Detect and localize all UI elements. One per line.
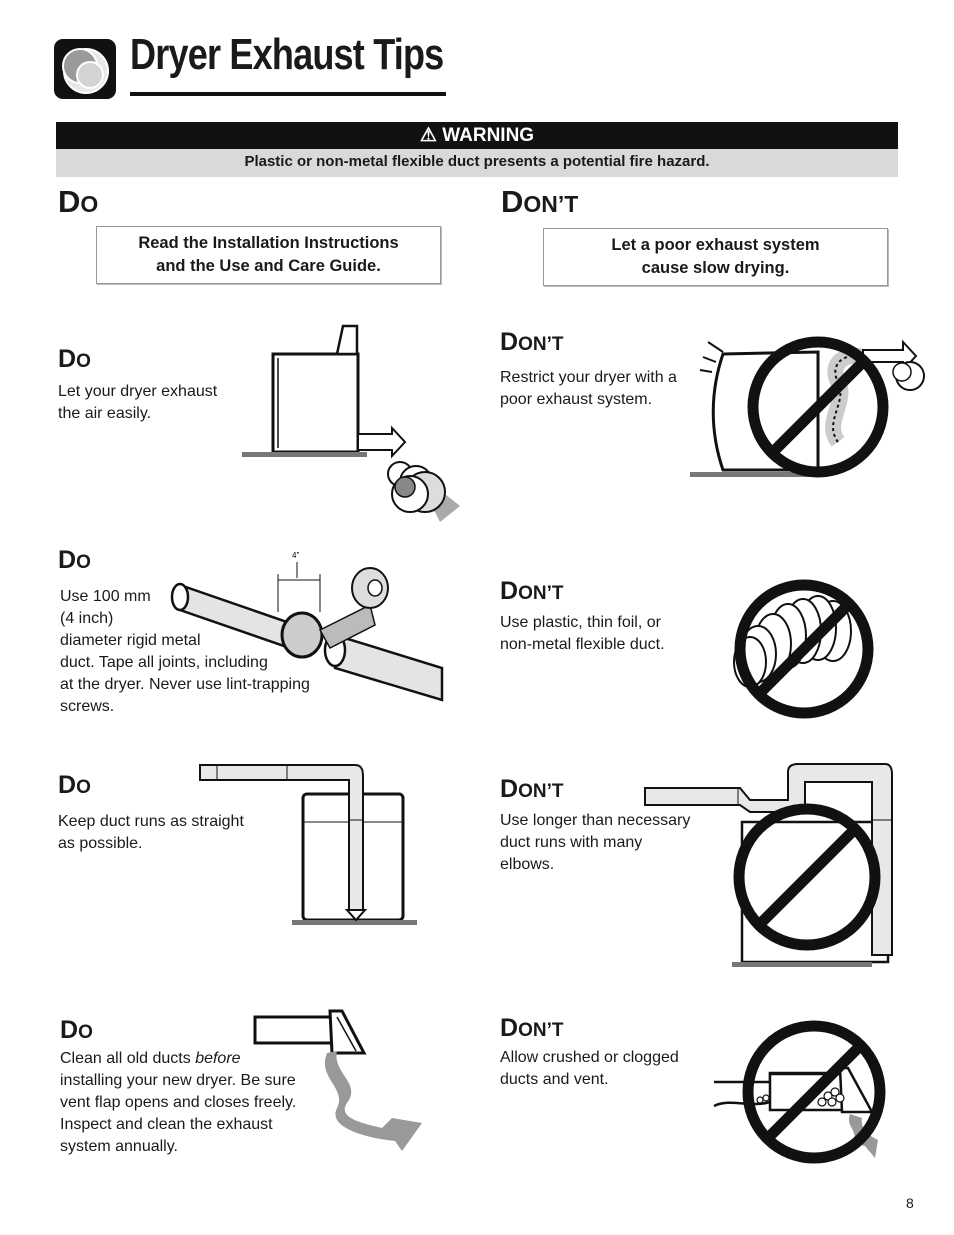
dont-1-line: Restrict your dryer with a — [500, 369, 677, 386]
dont-2-text — [500, 612, 665, 656]
dont-4-line: ducts and vent. — [500, 1071, 609, 1088]
dont-column-heading: DON’T — [501, 184, 579, 219]
dont-2-heading: DON’T — [500, 577, 564, 605]
warning-icon: ⚠ — [419, 125, 437, 146]
duct-diameter-label: 4" — [292, 551, 300, 560]
dont-intro-box — [543, 228, 888, 286]
do-4-line: system annually. — [60, 1138, 178, 1155]
do-4-line: Inspect and clean the exhaust — [60, 1116, 273, 1133]
do-1-heading: DO — [58, 345, 91, 373]
do-1-line: the air easily. — [58, 405, 152, 422]
logo-icon — [54, 39, 116, 99]
do-2-line: duct. Tape all joints, including — [60, 654, 268, 671]
do-4-heading: DO — [60, 1016, 93, 1044]
dryer-good-exhaust-illustration — [240, 322, 465, 522]
do-2-line: Use 100 mm — [60, 588, 151, 605]
do-4-line-text: Clean all old ducts — [60, 1050, 196, 1067]
dont-1-text — [500, 367, 677, 411]
dryer-restricted-exhaust-illustration — [688, 332, 933, 482]
do-4-line: vent flap opens and closes freely. — [60, 1094, 297, 1111]
do-3-line: as possible. — [58, 835, 143, 852]
flexible-duct-prohibited-illustration — [728, 576, 880, 722]
warning-label: WARNING — [442, 125, 535, 146]
warning-text: Plastic or non-metal flexible duct presents a potential fire hazard. — [56, 149, 898, 177]
dont-4-line: Allow crushed or clogged — [500, 1049, 679, 1066]
dont-4-text — [500, 1047, 679, 1091]
do-3-line: Keep duct runs as straight — [58, 813, 244, 830]
do-2-heading: DO — [58, 546, 91, 574]
many-elbows-prohibited-illustration — [640, 760, 898, 970]
dont-4-heading: DON’T — [500, 1014, 564, 1042]
dont-2-line: Use plastic, thin foil, or — [500, 614, 661, 631]
dont-1-line: poor exhaust system. — [500, 391, 653, 408]
do-3-heading: DO — [58, 771, 91, 799]
dont-3-line: elbows. — [500, 856, 555, 873]
dont-3-line: Use longer than necessary — [500, 812, 691, 829]
title-underline — [130, 92, 446, 96]
do-column-heading: DO — [58, 184, 99, 219]
dont-3-line: duct runs with many — [500, 834, 643, 851]
page-title: Dryer Exhaust Tips — [130, 30, 444, 79]
do-intro-line-2: and the Use and Care Guide. — [156, 257, 381, 275]
dont-1-heading: DON’T — [500, 328, 564, 356]
warning-bar — [56, 122, 898, 149]
dont-2-line: non-metal flexible duct. — [500, 636, 665, 653]
do-2-line: screws. — [60, 698, 115, 715]
page-number: 8 — [906, 1195, 914, 1211]
dont-intro-line-1: Let a poor exhaust system — [611, 236, 820, 254]
rigid-metal-duct-illustration — [170, 550, 450, 715]
dont-3-heading: DON’T — [500, 775, 564, 803]
do-intro-box — [96, 226, 441, 284]
do-1-text — [58, 381, 217, 425]
do-intro-line-1: Read the Installation Instructions — [138, 234, 399, 252]
straight-duct-run-illustration — [195, 760, 420, 930]
do-2-line: diameter rigid metal — [60, 632, 201, 649]
do-4-line-emphasis: before — [195, 1050, 241, 1067]
do-2-line: (4 inch) — [60, 610, 114, 627]
do-2-line: at the dryer. Never use lint-trapping — [60, 676, 310, 693]
dont-intro-line-2: cause slow drying. — [641, 259, 790, 277]
vent-flap-airflow-illustration — [252, 1003, 427, 1153]
clogged-duct-prohibited-illustration — [710, 1018, 890, 1168]
do-1-line: Let your dryer exhaust — [58, 383, 218, 400]
do-4-line: installing your new dryer. Be sure — [60, 1072, 296, 1089]
